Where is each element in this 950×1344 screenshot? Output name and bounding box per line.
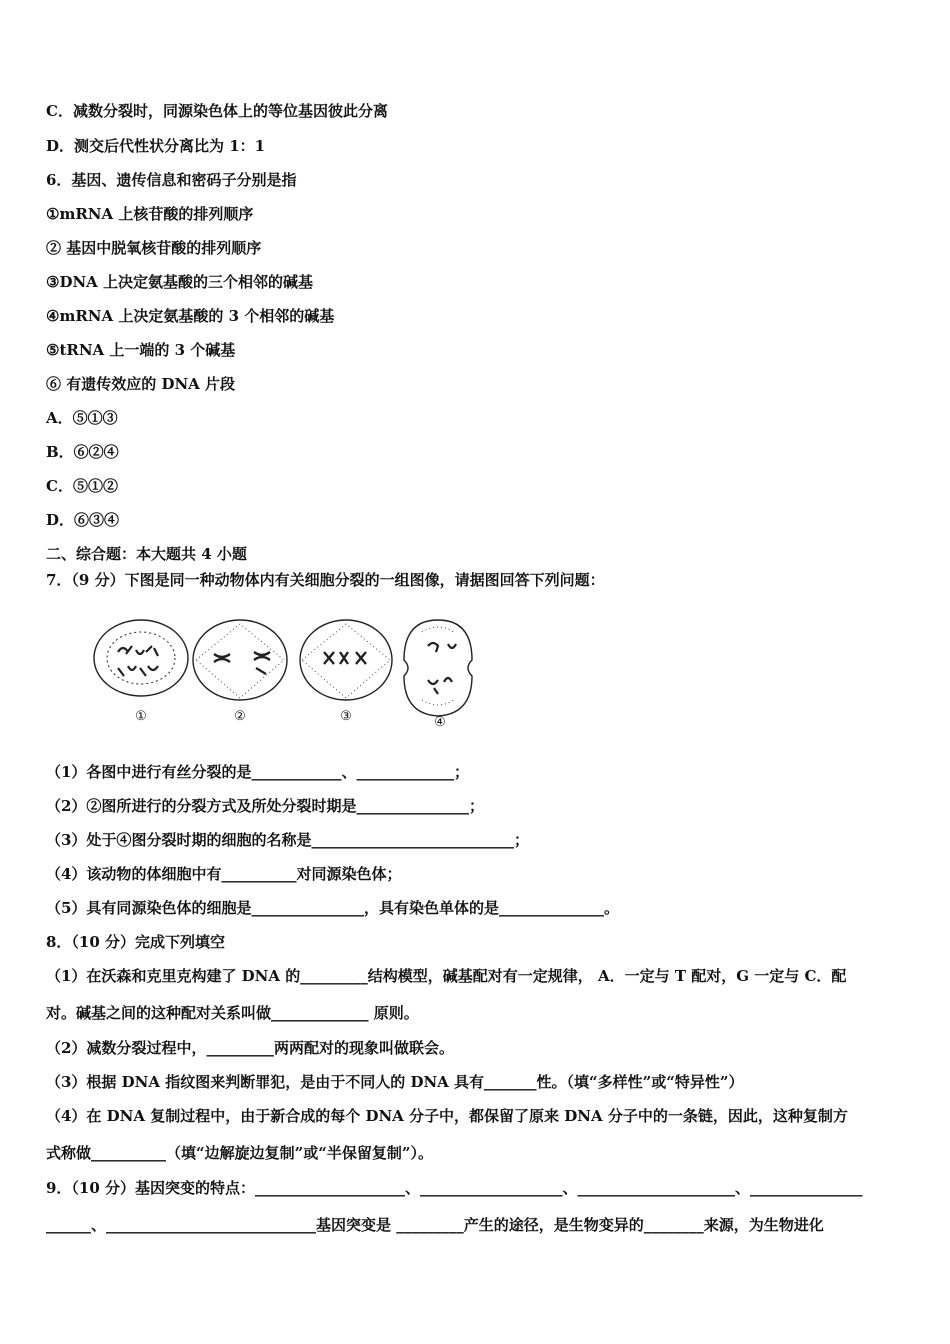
- q7-sub: （2）②图所进行的分裂方式及所处分裂时期是_______________；: [46, 797, 484, 815]
- q6-option-c: C．⑤①②: [46, 477, 118, 495]
- q8-line: （2）减数分裂过程中，_________两两配对的现象叫做联会。: [46, 1039, 454, 1057]
- cell-4-diagram: [404, 620, 472, 716]
- q5-option-d: D．测交后代性状分离比为 1：1: [46, 137, 266, 155]
- q6-item: ② 基因中脱氧核苷酸的排列顺序: [46, 239, 262, 257]
- q6-option-d: D．⑥③④: [46, 511, 120, 529]
- q7-sub: （3）处于④图分裂时期的细胞的名称是___________________________；: [46, 831, 529, 849]
- section-heading: 二、综合题：本大题共 4 小题: [46, 545, 247, 563]
- figure-label: ①: [135, 709, 147, 724]
- q7-sub: （1）各图中进行有丝分裂的是____________、_____________；: [46, 763, 469, 781]
- q6-option-b: B．⑥②④: [46, 443, 119, 461]
- cell-1-diagram: [94, 620, 188, 696]
- q6-stem: 6．基因、遗传信息和密码子分别是指: [46, 171, 297, 189]
- q8-line: 对。碱基之间的这种配对关系叫做_____________ 原则。: [46, 1004, 419, 1022]
- q8-line: （1）在沃森和克里克构建了 DNA 的_________结构模型，碱基配对有一定规律， A．一定与 T 配对，G 一定与 C．配: [46, 967, 847, 985]
- figure-label: ③: [340, 709, 352, 724]
- cell-division-figure: [88, 612, 488, 734]
- q6-item: ⑥ 有遗传效应的 DNA 片段: [46, 375, 236, 393]
- q7-stem: 7．（9 分）下图是同一种动物体内有关细胞分裂的一组图像，请据图回答下列问题：: [46, 571, 605, 589]
- q8-line: （3）根据 DNA 指纹图来判断罪犯，是由于不同人的 DNA 具有_______性。（填“多样性”或“特异性”）: [46, 1073, 744, 1091]
- q6-item: ④mRNA 上决定氨基酸的 3 个相邻的碱基: [46, 307, 335, 325]
- figure-label: ②: [234, 709, 246, 724]
- q9-line: 9．（10 分）基因突变的特点：____________________、___________________、_____________________、_______________: [46, 1179, 863, 1197]
- q5-option-c: C．减数分裂时，同源染色体上的等位基因彼此分离: [46, 102, 388, 120]
- q8-stem: 8．（10 分）完成下列填空: [46, 933, 226, 951]
- figure-label: ④: [434, 715, 446, 730]
- cell-2-diagram: [193, 620, 287, 700]
- q9-line: ______、____________________________基因突变是 _________产生的途径，是生物变异的________来源，为生物进化: [46, 1216, 824, 1234]
- cell-3-diagram: [300, 620, 392, 700]
- q6-item: ⑤tRNA 上一端的 3 个碱基: [46, 341, 236, 359]
- q8-line: （4）在 DNA 复制过程中，由于新合成的每个 DNA 分子中，都保留了原来 DNA 分子中的一条链，因此，这种复制方: [46, 1107, 848, 1125]
- q6-option-a: A．⑤①③: [46, 409, 118, 427]
- q6-item: ①mRNA 上核苷酸的排列顺序: [46, 205, 254, 223]
- q8-line: 式称做__________（填“边解旋边复制”或“半保留复制”）。: [46, 1144, 434, 1162]
- q7-sub: （5）具有同源染色体的细胞是_______________，具有染色单体的是______________。: [46, 899, 619, 917]
- q6-item: ③DNA 上决定氨基酸的三个相邻的碱基: [46, 273, 314, 291]
- q7-sub: （4）该动物的体细胞中有__________对同源染色体；: [46, 865, 402, 883]
